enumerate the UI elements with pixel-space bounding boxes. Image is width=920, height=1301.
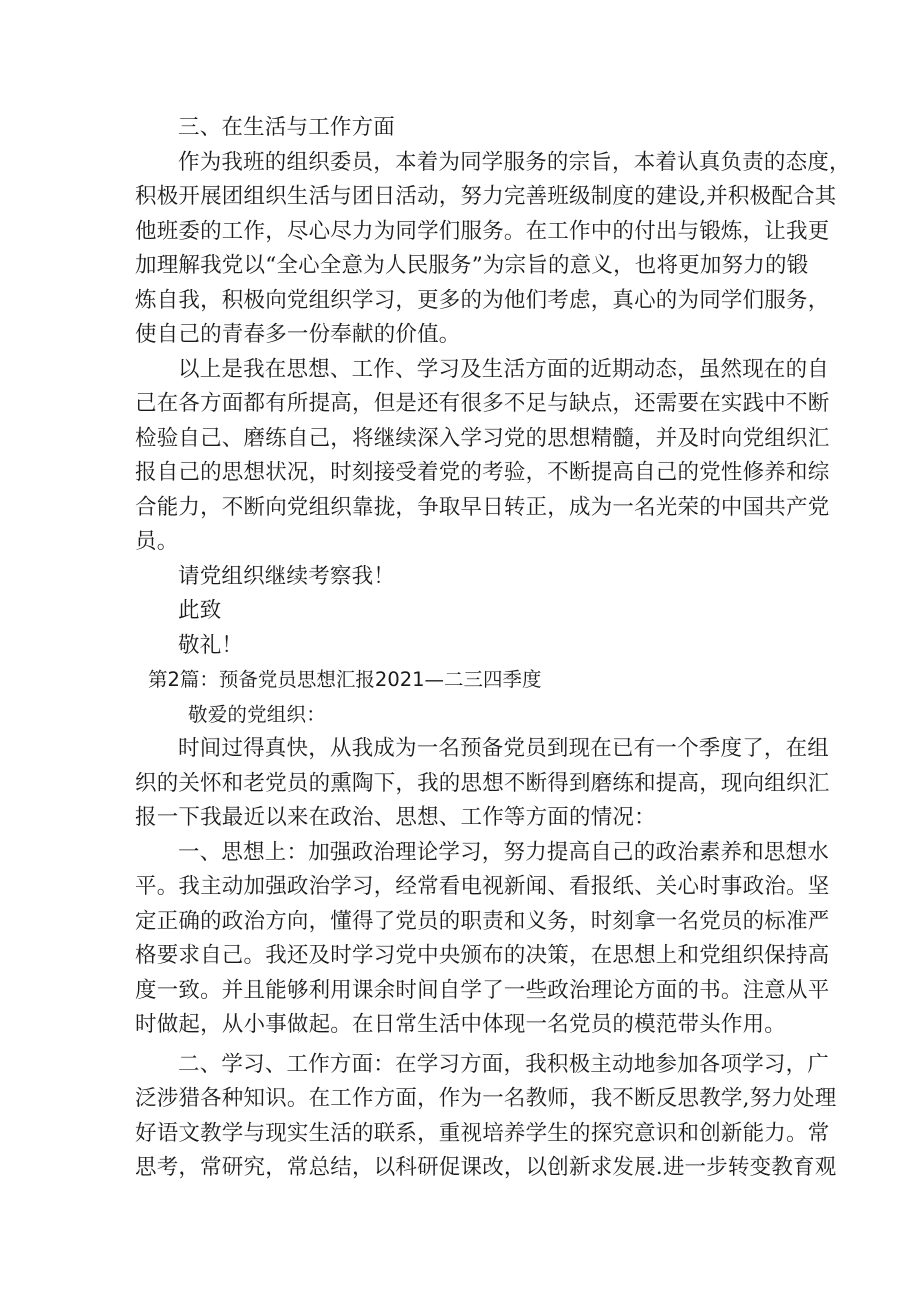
salutation-line: 敬爱的党组织：	[188, 702, 326, 726]
paragraph-line: 思考，常研究，常总结，以科研促课改，以创新求发展.进一步转变教育观	[135, 1155, 837, 1180]
paragraph-line: 度一致。并且能够利用课余时间自学了一些政治理论方面的书。注意从平	[135, 977, 830, 1003]
paragraph-line: 加理解我党以“全心全意为人民服务”为宗旨的意义，也将更加努力的锻	[135, 253, 809, 278]
paragraph-line: 己在各方面都有所提高，但是还有很多不足与缺点，还需要在实践中不断	[135, 391, 830, 416]
paragraph-line: 好语文教学与现实生活的联系，重视培养学生的探究意识和创新能力。常	[135, 1120, 830, 1146]
section-heading: 三、在生活与工作方面	[178, 115, 396, 140]
paragraph-line: 格要求自己。我还及时学习党中央颁布的决策，在思想上和党组织保持高	[135, 943, 830, 968]
paragraph-line: 合能力，不断向党组织靠拢，争取早日转正，成为一名光荣的中国共产党	[135, 494, 830, 520]
paragraph-line: 报一下我最近以来在政治、思想、工作等方面的情况：	[135, 805, 656, 830]
paragraph-line: 以上是我在思想、工作、学习及生活方面的近期动态，虽然现在的自	[178, 356, 830, 382]
chapter-title: 第2篇：预备党员思想汇报2021—二三四季度	[148, 668, 542, 691]
paragraph-line: 炼自我，积极向党组织学习，更多的为他们考虑，真心的为同学们服务，	[135, 287, 830, 313]
paragraph-line: 积极开展团组织生活与团日活动，努力完善班级制度的建设,并积极配合其	[135, 184, 837, 209]
request-line: 请党组织继续考察我！	[178, 563, 396, 589]
paragraph-line: 检验自己、磨练自己，将继续深入学习党的思想精髓，并及时向党组织汇	[135, 425, 830, 451]
paragraph-line: 作为我班的组织委员，本着为同学服务的宗旨，本着认真负责的态度，	[178, 149, 851, 175]
paragraph-line: 时做起，从小事做起。在日常生活中体现一名党员的模范带头作用。	[135, 1012, 787, 1037]
paragraph-line: 二、学习、工作方面：在学习方面，我积极主动地参加各项学习，广	[178, 1051, 830, 1077]
paragraph-line: 报自己的思想状况，时刻接受着党的考验，不断提高自己的党性修养和综	[135, 460, 830, 485]
paragraph-line: 他班委的工作，尽心尽力为同学们服务。在工作中的付出与锻炼，让我更	[135, 218, 830, 244]
paragraph-line: 泛涉猎各种知识。在工作方面，作为一名教师，我不断反思教学,努力处理	[135, 1086, 837, 1111]
paragraph-line: 织的关怀和老党员的熏陶下，我的思想不断得到磨练和提高，现向组织汇	[135, 770, 830, 796]
closing-line: 此致	[178, 598, 222, 623]
paragraph-line: 定正确的政治方向，懂得了党员的职责和义务，时刻拿一名党员的标准严	[135, 908, 830, 934]
paragraph-line: 平。我主动加强政治学习，经常看电视新闻、看报纸、关心时事政治。坚	[135, 874, 830, 899]
paragraph-line: 使自己的青春多一份奉献的价值。	[135, 322, 461, 347]
document-body	[135, 111, 851, 1186]
paragraph-line: 员。	[135, 529, 179, 554]
paragraph-line: 时间过得真快，从我成为一名预备党员到现在已有一个季度了，在组	[178, 736, 830, 761]
paragraph-line: 一、思想上：加强政治理论学习，努力提高自己的政治素养和思想水	[178, 839, 830, 865]
closing-line: 敬礼！	[178, 632, 244, 658]
